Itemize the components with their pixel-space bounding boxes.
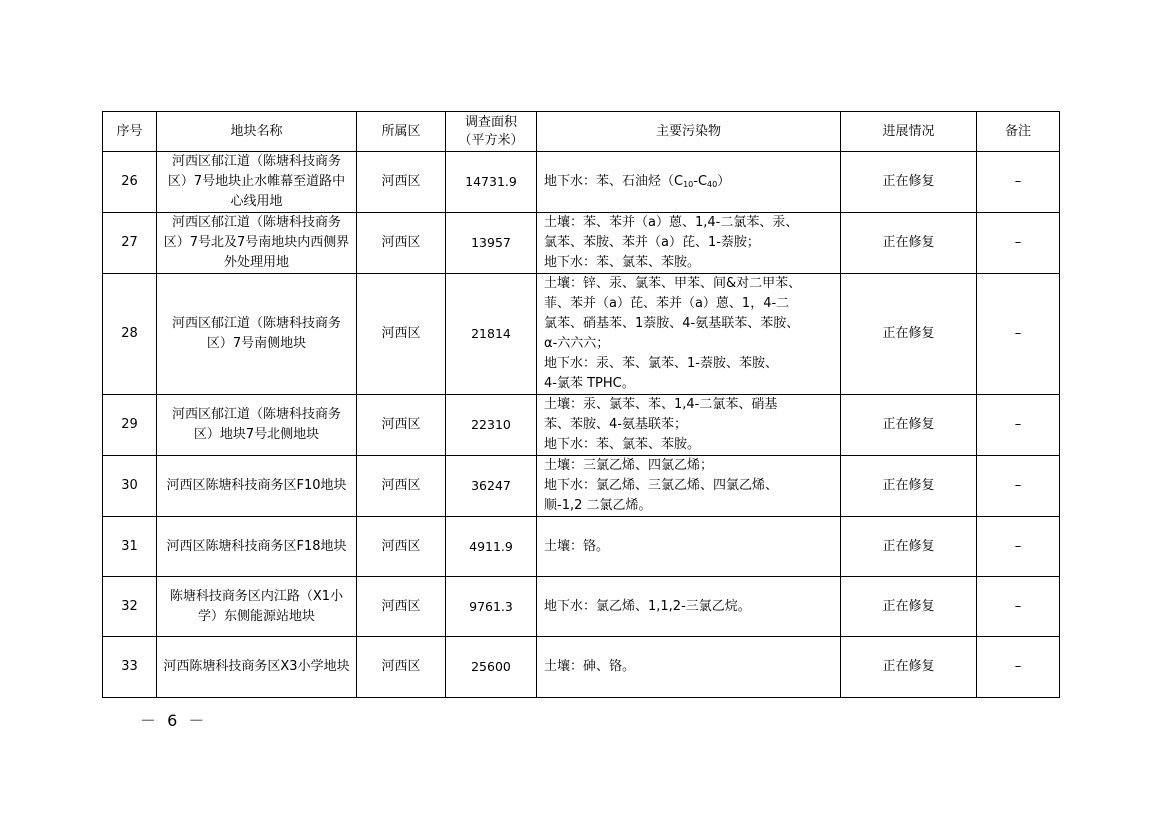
cell-pollutants (537, 456, 841, 517)
cell-progress: 正在修复 (841, 517, 977, 577)
cell-site-name: 河西区郁江道（陈塘科技商务区）7号地块止水帷幕至道路中心线用地 (157, 152, 357, 213)
cell-district: 河西区 (357, 517, 446, 577)
cell-site-name: 河西区陈塘科技商务区F18地块 (157, 517, 357, 577)
cell-remarks: – (977, 152, 1060, 213)
cell-pollutants (537, 213, 841, 274)
table-row (103, 152, 1060, 213)
cell-progress: 正在修复 (841, 456, 977, 517)
pollutant-line: 顺-1,2 二氯乙烯。 (544, 498, 652, 513)
cell-area: 13957 (446, 213, 537, 274)
pollutant-line: 菲、苯并（a）芘、苯并（a）蒽、1，4-二 (544, 296, 790, 311)
cell-pollutants (537, 517, 841, 577)
cell-area: 36247 (446, 456, 537, 517)
pollutant-line: 地下水：汞、苯、氯苯、1-萘胺、苯胺、 (544, 356, 778, 371)
header-area-line2: （平方米） (458, 132, 524, 148)
pollutant-line: 苯、苯胺、4-氨基联苯； (544, 417, 687, 432)
cell-area: 14731.9 (446, 152, 537, 213)
cell-area: 9761.3 (446, 577, 537, 637)
cell-site-name: 河西区郁江道（陈塘科技商务区）7号南侧地块 (157, 274, 357, 395)
table-body (103, 152, 1060, 698)
pollutant-line: 土壤：三氯乙烯、四氯乙烯； (544, 458, 714, 473)
pollutant-line: 地下水：苯、氯苯、苯胺。 (544, 437, 701, 452)
cell-index: 33 (103, 637, 157, 698)
header-area (446, 112, 537, 152)
cell-district: 河西区 (357, 456, 446, 517)
cell-area: 22310 (446, 395, 537, 456)
table-row (103, 456, 1060, 517)
cell-area: 21814 (446, 274, 537, 395)
cell-progress: 正在修复 (841, 274, 977, 395)
pollutant-line: 土壤：铬。 (544, 538, 610, 554)
cell-pollutants (537, 637, 841, 698)
pollutant-line: 氯苯、硝基苯、1萘胺、4-氨基联苯、苯胺、 (544, 316, 800, 331)
cell-site-name: 河西区郁江道（陈塘科技商务区）地块7号北侧地块 (157, 395, 357, 456)
table-row (103, 637, 1060, 698)
cell-index: 27 (103, 213, 157, 274)
cell-remarks: – (977, 213, 1060, 274)
cell-pollutants (537, 274, 841, 395)
table-header-row (103, 112, 1060, 152)
pollutant-line: 土壤：汞、氯苯、苯、1,4-二氯苯、硝基 (544, 397, 778, 412)
remediation-sites-table (102, 111, 1060, 698)
pollutant-line: 4-氯苯 TPHC。 (544, 376, 635, 391)
cell-index: 29 (103, 395, 157, 456)
cell-remarks: – (977, 517, 1060, 577)
cell-site-name: 陈塘科技商务区内江路（X1小学）东侧能源站地块 (157, 577, 357, 637)
cell-district: 河西区 (357, 152, 446, 213)
header-progress: 进展情况 (841, 112, 977, 152)
cell-index: 26 (103, 152, 157, 213)
header-name: 地块名称 (157, 112, 357, 152)
cell-pollutants (537, 395, 841, 456)
cell-index: 30 (103, 456, 157, 517)
cell-remarks: – (977, 577, 1060, 637)
cell-remarks: – (977, 637, 1060, 698)
cell-pollutants (537, 577, 841, 637)
cell-remarks: – (977, 456, 1060, 517)
cell-site-name: 河西区陈塘科技商务区F10地块 (157, 456, 357, 517)
cell-remarks: – (977, 395, 1060, 456)
table-row (103, 395, 1060, 456)
cell-area: 4911.9 (446, 517, 537, 577)
cell-progress: 正在修复 (841, 152, 977, 213)
pollutant-line: 土壤：砷、铬。 (544, 659, 636, 674)
cell-site-name: 河西陈塘科技商务区X3小学地块 (157, 637, 357, 698)
cell-district: 河西区 (357, 395, 446, 456)
cell-area: 25600 (446, 637, 537, 698)
cell-index: 31 (103, 517, 157, 577)
cell-site-name: 河西区郁江道（陈塘科技商务区）7号北及7号南地块内西侧界外处理用地 (157, 213, 357, 274)
pollutant-line: α-六六六； (544, 336, 610, 351)
pollutant-line: 地下水：苯、氯苯、苯胺。 (544, 255, 701, 270)
header-remarks: 备注 (977, 112, 1060, 152)
table-row (103, 577, 1060, 637)
pollutant-line: 地下水：苯、石油烃$(C_{10}-C_{40})$ (544, 174, 731, 189)
cell-index: 28 (103, 274, 157, 395)
header-pollutants: 主要污染物 (537, 112, 841, 152)
header-index: 序号 (103, 112, 157, 152)
header-district: 所属区 (357, 112, 446, 152)
table-row (103, 517, 1060, 577)
cell-pollutants (537, 152, 841, 213)
cell-district: 河西区 (357, 577, 446, 637)
cell-progress: 正在修复 (841, 213, 977, 274)
page-number: － 6 － (140, 711, 208, 730)
pollutant-line: 氯苯、苯胺、苯并（a）芘、1-萘胺； (544, 235, 760, 250)
cell-index: 32 (103, 577, 157, 637)
header-area-line1: 调查面积 (464, 114, 517, 130)
cell-remarks: – (977, 274, 1060, 395)
pollutant-line: 土壤：锌、汞、氯苯、甲苯、间&对二甲苯、 (544, 276, 802, 291)
table-row (103, 274, 1060, 395)
pollutant-line: 土壤：苯、苯并（a）蒽、1,4-二氯苯、汞、 (544, 215, 799, 230)
pollutant-line: 地下水：氯乙烯、1,1,2-三氯乙烷。 (544, 598, 751, 614)
cell-progress: 正在修复 (841, 577, 977, 637)
table-row (103, 213, 1060, 274)
pollutant-line: 地下水：氯乙烯、三氯乙烯、四氯乙烯、 (544, 478, 779, 493)
cell-progress: 正在修复 (841, 637, 977, 698)
cell-district: 河西区 (357, 213, 446, 274)
cell-progress: 正在修复 (841, 395, 977, 456)
cell-district: 河西区 (357, 637, 446, 698)
cell-district: 河西区 (357, 274, 446, 395)
